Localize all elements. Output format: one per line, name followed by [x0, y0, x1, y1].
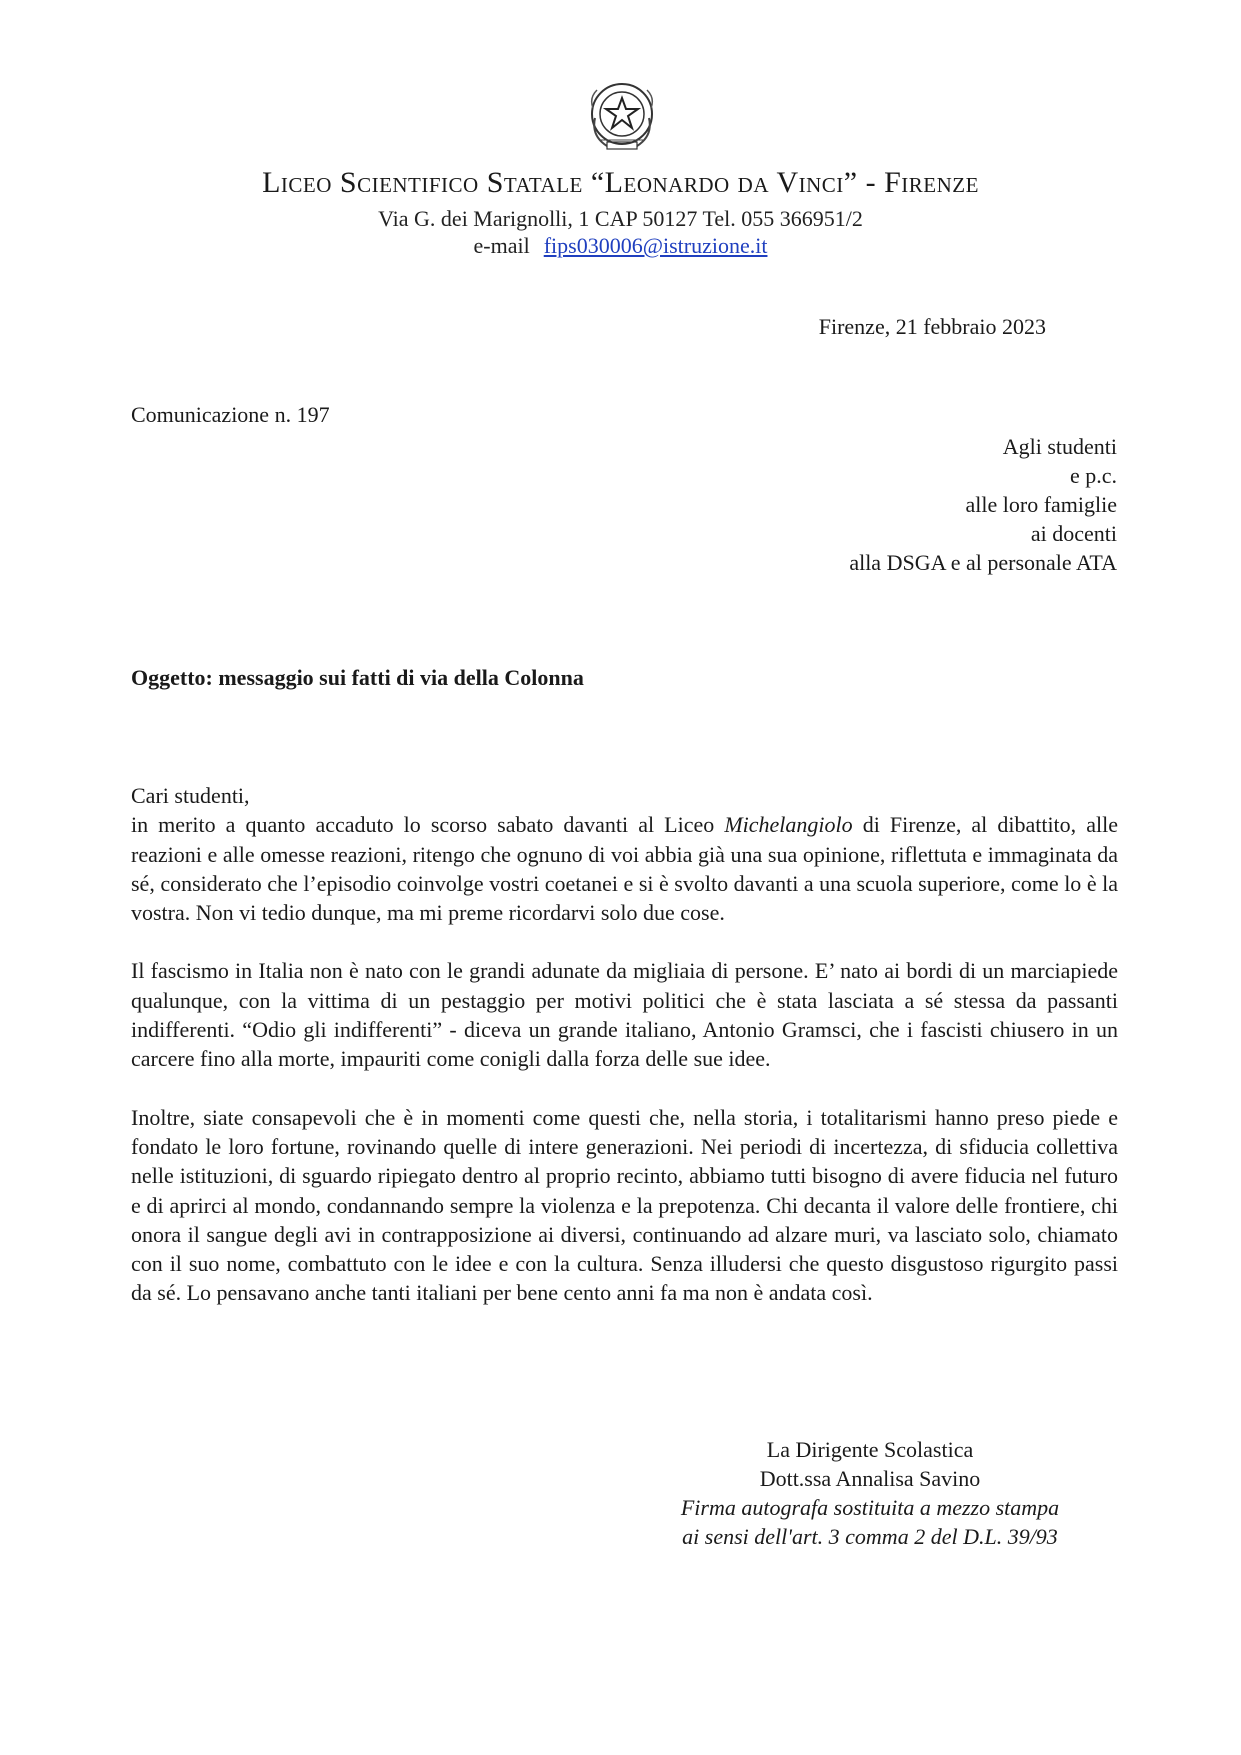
- recipient-line: Agli studenti: [1002, 434, 1117, 459]
- school-name: Liceo Scientifico Statale “Leonardo da Vinci” - Firenze: [262, 166, 979, 199]
- email-line: [0, 233, 1241, 259]
- email-label: e-mail: [473, 233, 530, 258]
- recipient-line: alla DSGA e al personale ATA: [849, 550, 1117, 575]
- email-link[interactable]: fips030006@istruzione.it: [543, 233, 768, 258]
- school-name-italic: Michelangiolo: [724, 812, 853, 838]
- letter-date: Firenze, 21 febbraio 2023: [818, 314, 1046, 339]
- recipients-block: [849, 432, 1117, 577]
- p1-text-start: in merito a quanto accaduto lo scorso sabato davanti al Liceo: [131, 812, 725, 838]
- recipient-line: e p.c.: [1069, 463, 1117, 488]
- body-paragraph-3: Inoltre, siate consapevoli che è in momenti come questi che, nella storia, i totalitarismi hanno preso piede e fondato le loro fortune, rovinando quelle di intere generazioni. Nei periodi di incertezza, di sfiducia collettiva nelle istituzioni, di sguardo ripiegato dentro al proprio recinto, abbiamo tutti bisogno di avere fiducia nel futuro e di aprirci al mondo, condannando sempre la violenza e la prepotenza. Chi decanta il valore delle frontiere, chi onora il sangue degli avi in contrapposizione ai diversi, continuando ad alzare muri, va lasciato solo, chiamato con il suo nome, combattuto con le idee e con la cultura. Senza illudersi che questo disgustoso rigurgito passi da sé. Lo pensavano anche tanti italiani per bene cento anni fa ma non è andata così.: [131, 1104, 1118, 1306]
- signature-note-line-1: Firma autografa sostituita a mezzo stampa: [680, 1495, 1060, 1520]
- signature-name: Dott.ssa Annalisa Savino: [759, 1466, 981, 1491]
- signature-note-line-2: ai sensi dell'art. 3 comma 2 del D.L. 39/93: [682, 1524, 1058, 1549]
- italian-republic-emblem-icon: [585, 78, 659, 156]
- recipient-line: ai docenti: [1030, 521, 1117, 546]
- p1-text-end: di Firenze, al dibattito, alle reazioni e alle omesse reazioni, ritengo che ognuno di voi abbia già una sua opinione, riflettuta e immaginata da sé, considerato che l’episodio coinvolge vostri coetanei e si è svolto davanti a una scuola superiore, come lo è la vostra. Non vi tedio dunque, ma mi preme ricordarvi solo due cose.: [131, 812, 1118, 926]
- body-paragraph-1: [131, 810, 1118, 927]
- letter-body: [131, 781, 1118, 1337]
- recipient-line: alle loro famiglie: [965, 492, 1117, 517]
- communication-number: Comunicazione n. 197: [131, 402, 330, 427]
- signature-block: [660, 1435, 1080, 1551]
- school-address: Via G. dei Marignolli, 1 CAP 50127 Tel. 055 366951/2: [378, 206, 863, 231]
- body-paragraph-2: Il fascismo in Italia non è nato con le grandi adunate da migliaia di persone. E’ nato ai bordi di un marciapiede qualunque, con la vittima di un pestaggio per motivi politici che è stata lasciata a sé stessa da passanti indifferenti. “Odio gli indifferenti” - diceva un grande italiano, Antonio Gramsci, che i fascisti chiusero in un carcere fino alla morte, impauriti come conigli dalla forza delle sue idee.: [131, 958, 1118, 1072]
- signature-role: La Dirigente Scolastica: [766, 1437, 974, 1462]
- greeting: Cari studenti,: [131, 783, 250, 808]
- letter-subject: Oggetto: messaggio sui fatti di via della Colonna: [131, 665, 584, 690]
